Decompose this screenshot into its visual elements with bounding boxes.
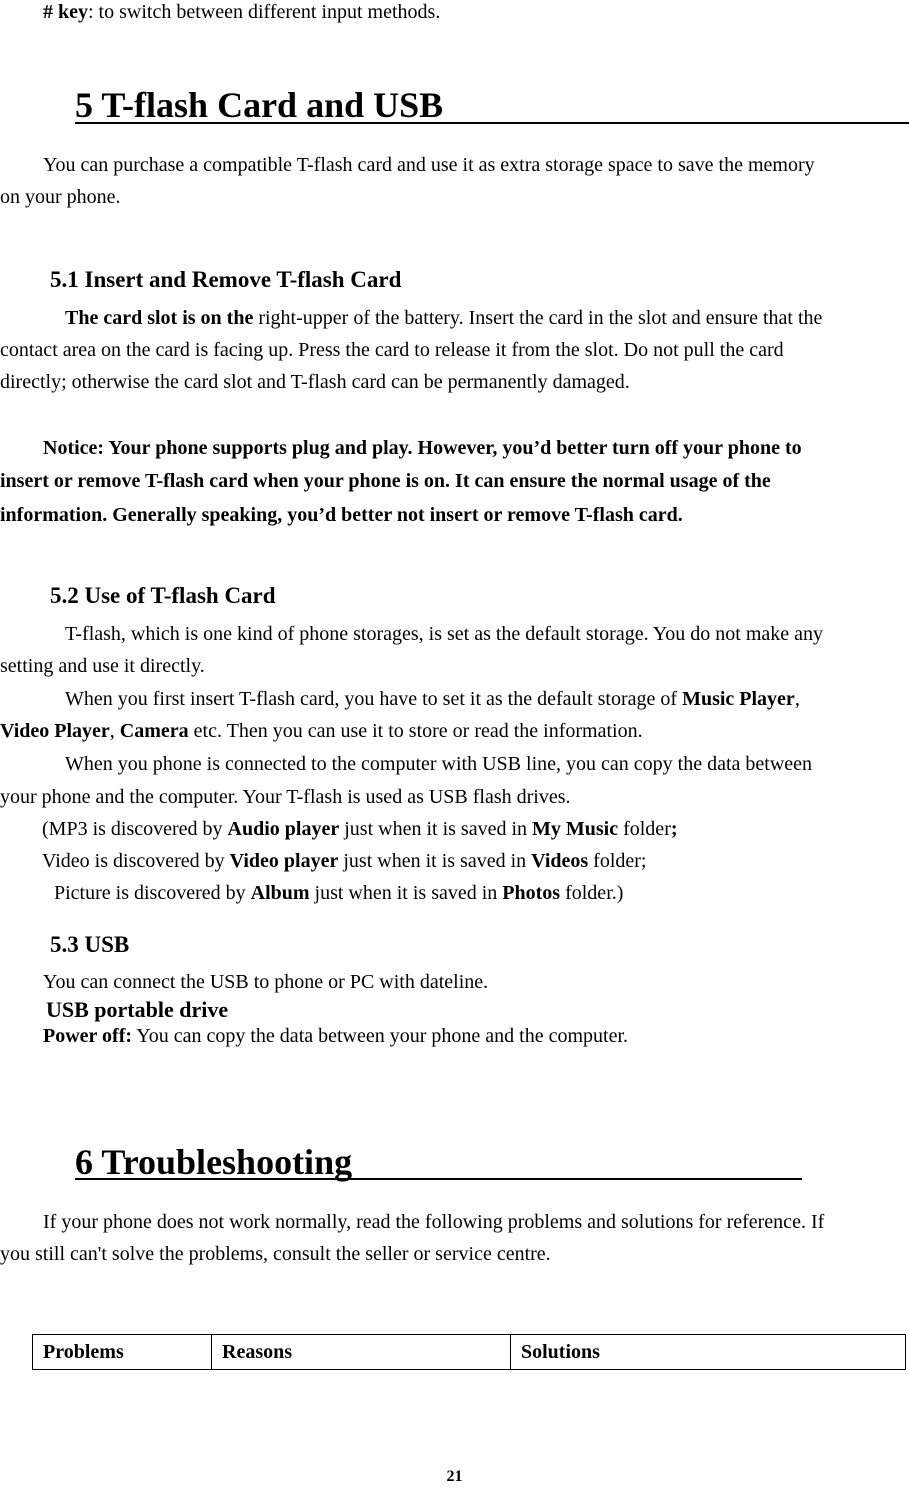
mp3-d: My Music — [532, 818, 619, 840]
pic-e: folder.) — [560, 882, 624, 904]
pic-b: Album — [250, 882, 310, 904]
video-player-label: Video Player — [0, 720, 110, 742]
section-5-2-b2 — [0, 719, 643, 743]
mp3-c: just when it is saved in — [339, 818, 532, 840]
key-hint-text: : to switch between different input methods. — [88, 1, 441, 23]
mp3-b: Audio player — [227, 818, 340, 840]
section-5-2-c2: your phone and the computer. Your T-flash is used as USB flash drives. — [0, 786, 571, 808]
mp3-e: folder — [618, 818, 671, 840]
vid-b: Video player — [229, 850, 339, 872]
vid-c: just when it is saved in — [338, 850, 532, 872]
section-5-2-heading: 5.2 Use of T-flash Card — [50, 583, 276, 608]
music-player-label: Music Player — [682, 688, 795, 710]
section-5-1-p1-rest: right-upper of the battery. Insert the card in the slot and ensure that the — [253, 307, 823, 329]
troubleshooting-table — [32, 1334, 906, 1370]
table-header-problems: Problems — [33, 1335, 212, 1370]
section-6-p2: you still can't solve the problems, consult the seller or service centre. — [0, 1243, 551, 1265]
pic-d: Photos — [502, 882, 561, 904]
video-line — [42, 849, 646, 873]
section-5-1-p1 — [65, 306, 822, 330]
section-6-underline — [75, 1178, 802, 1180]
section-5-2-b1-end: , — [794, 688, 800, 710]
table-header-row — [33, 1335, 906, 1370]
section-5-1-heading: 5.1 Insert and Remove T-flash Card — [50, 267, 402, 292]
page-number: 21 — [446, 1468, 463, 1485]
vid-d: Videos — [531, 850, 589, 872]
section-5-2-b1 — [65, 687, 800, 711]
table-header-solutions: Solutions — [511, 1335, 906, 1370]
section-5-3-line1: You can connect the USB to phone or PC with dateline. — [43, 971, 489, 993]
section-5-intro-1: You can purchase a compatible T-flash card and use it as extra storage space to save the memory — [43, 154, 815, 176]
section-6-heading: 6 Troubleshooting — [75, 1142, 353, 1182]
section-5-underline — [75, 122, 909, 124]
vid-e: folder; — [588, 850, 647, 872]
camera-label: Camera — [119, 720, 189, 742]
section-5-2-c1: When you phone is connected to the computer with USB line, you can copy the data between — [65, 753, 813, 775]
key-hint-key: # key — [43, 1, 88, 23]
section-5-3-heading: 5.3 USB — [50, 932, 130, 957]
table-header-reasons: Reasons — [212, 1335, 511, 1370]
section-5-2-b2-sep: , — [109, 720, 120, 742]
mp3-line — [42, 817, 678, 841]
usb-portable-drive: USB portable drive — [46, 997, 229, 1022]
section-5-2-b1-text: When you first insert T-flash card, you have to set it as the default storage of — [65, 688, 683, 710]
section-5-intro-2: on your phone. — [0, 186, 121, 208]
section-5-2-a2: setting and use it directly. — [0, 655, 205, 677]
pic-c: just when it is saved in — [309, 882, 503, 904]
power-off-text: You can copy the data between your phone and the computer. — [132, 1025, 629, 1047]
section-5-1-p3: directly; otherwise the card slot and T-flash card can be permanently damaged. — [0, 371, 630, 393]
section-6-p1: If your phone does not work normally, read the following problems and solutions for reference. If — [43, 1211, 825, 1233]
notice-line-1: Notice: Your phone supports plug and play. However, you’d better turn off your phone to — [43, 437, 802, 459]
mp3-f: ; — [670, 818, 678, 840]
section-5-1-p2: contact area on the card is facing up. Press the card to release it from the slot. Do not pull the card — [0, 339, 784, 361]
pic-a: Picture is discovered by — [54, 882, 251, 904]
vid-a: Video is discovered by — [42, 850, 230, 872]
section-5-2-a1: T-flash, which is one kind of phone storages, is set as the default storage. You do not make any — [65, 623, 824, 645]
section-5-1-p1-bold: The card slot is on the — [65, 307, 254, 329]
notice-line-2: insert or remove T-flash card when your phone is on. It can ensure the normal usage of the — [0, 470, 771, 492]
notice-line-3: information. Generally speaking, you’d better not insert or remove T-flash card. — [0, 504, 683, 526]
key-hint-line — [43, 0, 440, 24]
section-5-2-b2-rest: etc. Then you can use it to store or read the information. — [188, 720, 643, 742]
power-off-line — [43, 1024, 628, 1048]
power-off-label: Power off: — [43, 1025, 133, 1047]
mp3-a: (MP3 is discovered by — [42, 818, 228, 840]
picture-line — [54, 881, 623, 905]
section-5-heading: 5 T-flash Card and USB — [75, 85, 444, 125]
